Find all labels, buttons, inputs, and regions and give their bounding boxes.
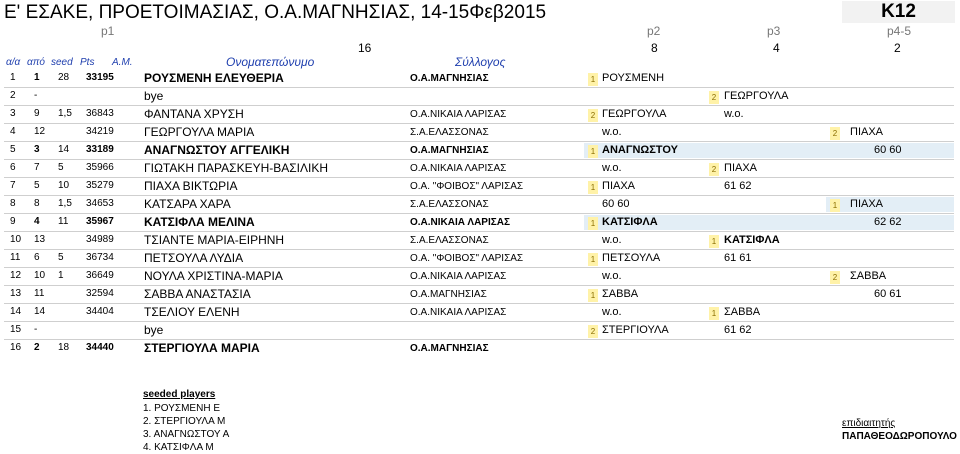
registration-number: 35966 — [86, 162, 114, 173]
from-number: 3 — [34, 144, 40, 155]
player-name: ΠΕΤΣΟΥΛΑ ΛΥΔΙΑ — [144, 251, 244, 265]
r2-badge: 2 — [588, 325, 598, 338]
table-row — [4, 232, 954, 250]
round2-entry: w.o. — [602, 234, 622, 246]
player-name: ΚΑΤΣΑΡΑ ΧΑΡΑ — [144, 197, 231, 211]
row-number: 3 — [10, 108, 16, 119]
table-row — [4, 286, 954, 304]
row-number: 7 — [10, 180, 16, 191]
player-name: ΠΙΑΧΑ ΒΙΚΤΩΡΙΑ — [144, 179, 238, 193]
row-number: 14 — [10, 306, 22, 317]
player-name: bye — [144, 323, 164, 337]
round2-entry: ΚΑΤΣΙΦΛΑ — [602, 216, 658, 228]
registration-number: 35279 — [86, 180, 114, 191]
r2-badge: 1 — [588, 253, 598, 266]
header-order: α/α — [6, 57, 21, 68]
round4-entry: 60 61 — [874, 288, 902, 300]
r2-badge: 1 — [588, 289, 598, 302]
table-row — [4, 196, 954, 214]
round2-entry: ΣΑΒΒΑ — [602, 288, 639, 300]
round2-entry: ΠΙΑΧΑ — [602, 180, 636, 192]
table-row — [4, 106, 954, 124]
seeded-title: seeded players — [143, 389, 216, 400]
round3-entry: ΓΕΩΡΓΟΥΛΑ — [724, 90, 789, 102]
club-name: Ο.Α.ΜΑΓΝΗΣΙΑΣ — [410, 289, 487, 300]
table-row — [4, 178, 954, 196]
registration-number: 34653 — [86, 198, 114, 209]
table-row — [4, 268, 954, 286]
table-row — [4, 250, 954, 268]
from-number: 1 — [34, 72, 40, 83]
registration-number: 33195 — [86, 72, 114, 83]
r3-badge: 2 — [709, 163, 719, 176]
round2-entry: ΑΝΑΓΝΩΣΤΟΥ — [602, 144, 678, 156]
player-name: ΓΕΩΡΓΟΥΛΑ ΜΑΡΙΑ — [144, 125, 255, 139]
from-number: 4 — [34, 216, 40, 227]
round2-entry: w.o. — [602, 270, 622, 282]
seed-value: 14 — [58, 144, 70, 155]
draw-size-p4: 2 — [894, 41, 901, 55]
referee-label: επιδιαιτητής — [842, 418, 896, 429]
round2-entry: ΣΤΕΡΓΙΟΥΛΑ — [602, 324, 669, 336]
round2-entry: w.o. — [602, 306, 622, 318]
table-row — [4, 340, 954, 357]
r4-badge: 1 — [830, 199, 840, 212]
draw-size-p1: 16 — [358, 41, 372, 55]
club-name: Σ.Α.ΕΛΑΣΣΟΝΑΣ — [410, 235, 489, 246]
header-from: από — [27, 57, 45, 68]
round3-entry: w.o. — [724, 108, 744, 120]
club-name: Ο.Α.ΜΑΓΝΗΣΙΑΣ — [410, 343, 489, 354]
player-name: ΚΑΤΣΙΦΛΑ ΜΕΛΙΝΑ — [144, 215, 255, 229]
round2-entry: w.o. — [602, 126, 622, 138]
registration-number: 32594 — [86, 288, 114, 299]
draw-size-p2: 8 — [651, 41, 658, 55]
seeded-item-2: 2. ΣΤΕΡΓΙΟΥΛΑ Μ — [143, 416, 226, 427]
registration-number: 36843 — [86, 108, 114, 119]
club-name: Ο.Α.ΜΑΓΝΗΣΙΑΣ — [410, 145, 489, 156]
row-number: 12 — [10, 270, 22, 281]
seed-value: 1,5 — [58, 198, 72, 209]
round3-entry: ΣΑΒΒΑ — [724, 306, 761, 318]
seed-value: 1,5 — [58, 108, 72, 119]
player-name: ΓΙΩΤΑΚΗ ΠΑΡΑΣΚΕΥΗ-ΒΑΣΙΛΙΚΗ — [144, 161, 329, 175]
player-name: ΤΣΕΛΙΟΥ ΕΛΕΝΗ — [144, 305, 240, 319]
from-number: 6 — [34, 252, 40, 263]
table-row — [4, 70, 954, 88]
row-number: 13 — [10, 288, 22, 299]
row-number: 11 — [10, 252, 21, 263]
row-number: 6 — [10, 162, 16, 173]
round3-entry: 61 61 — [724, 252, 752, 264]
table-row — [4, 160, 954, 178]
header-pts: Pts — [80, 57, 95, 68]
club-name: Ο.Α.ΝΙΚΑΙΑ ΛΑΡΙΣΑΣ — [410, 271, 507, 282]
registration-number: 35967 — [86, 216, 114, 227]
table-row — [4, 304, 954, 322]
club-name: Ο.Α.ΝΙΚΑΙΑ ΛΑΡΙΣΑΣ — [410, 163, 507, 174]
row-number: 4 — [10, 126, 16, 137]
club-name: Ο.Α.ΝΙΚΑΙΑ ΛΑΡΙΣΑΣ — [410, 307, 507, 318]
player-name: ΦΑΝΤΑΝΑ ΧΡΥΣΗ — [144, 107, 244, 121]
round-label-p3: p3 — [767, 24, 781, 38]
club-name: Ο.Α.ΝΙΚΑΙΑ ΛΑΡΙΣΑΣ — [410, 109, 507, 120]
player-name: ΑΝΑΓΝΩΣΤΟΥ ΑΓΓΕΛΙΚΗ — [144, 143, 290, 157]
referee-name: ΠΑΠΑΘΕΟΔΩΡΟΠΟΥΛΟ — [842, 431, 957, 442]
player-name: bye — [144, 89, 164, 103]
row-number: 10 — [10, 234, 22, 245]
r4-badge: 2 — [830, 271, 840, 284]
from-number: - — [34, 324, 38, 335]
row-number: 15 — [10, 324, 22, 335]
row-number: 5 — [10, 144, 16, 155]
table-row — [4, 322, 954, 340]
row-number: 2 — [10, 90, 16, 101]
club-name: Ο.Α. "ΦΟΙΒΟΣ" ΛΑΡΙΣΑΣ — [410, 181, 524, 192]
club-name: Σ.Α.ΕΛΑΣΣΟΝΑΣ — [410, 199, 489, 210]
r3-badge: 1 — [709, 235, 719, 248]
r2-badge: 1 — [588, 73, 598, 86]
club-name: Ο.Α.ΝΙΚΑΙΑ ΛΑΡΙΣΑΣ — [410, 217, 510, 228]
round-label-p4-5: p4-5 — [887, 24, 912, 38]
seed-value: 18 — [58, 342, 70, 353]
seed-value: 28 — [58, 72, 70, 83]
r3-badge: 1 — [709, 307, 719, 320]
club-name: Σ.Α.ΕΛΑΣΣΟΝΑΣ — [410, 127, 489, 138]
club-name: Ο.Α. "ΦΟΙΒΟΣ" ΛΑΡΙΣΑΣ — [410, 253, 524, 264]
round4-entry: 62 62 — [874, 216, 902, 228]
round2-entry: ΓΕΩΡΓΟΥΛΑ — [602, 108, 667, 120]
r2-badge: 1 — [588, 145, 598, 158]
from-number: 10 — [34, 270, 46, 281]
round2-entry: 60 60 — [602, 198, 630, 210]
round2-entry: w.o. — [602, 162, 622, 174]
seed-value: 10 — [58, 180, 70, 191]
r3-badge: 2 — [709, 91, 719, 104]
column-header-row — [0, 56, 960, 70]
from-number: 13 — [34, 234, 46, 245]
from-number: 14 — [34, 306, 46, 317]
from-number: 5 — [34, 180, 40, 191]
row-number: 8 — [10, 198, 16, 209]
registration-number: 36649 — [86, 270, 114, 281]
seed-value: 1 — [58, 270, 64, 281]
header-seed: seed — [51, 57, 73, 68]
player-name: ΤΣΙΑΝΤΕ ΜΑΡΙΑ-ΕΙΡΗΝΗ — [144, 233, 285, 247]
seed-value: 5 — [58, 252, 64, 263]
seed-value: 5 — [58, 162, 64, 173]
seed-value: 11 — [58, 216, 69, 227]
registration-number: 36734 — [86, 252, 114, 263]
round4-entry: ΠΙΑΧΑ — [850, 126, 884, 138]
round2-entry: ΡΟΥΣΜΕΝΗ — [602, 72, 665, 84]
from-number: 8 — [34, 198, 40, 209]
player-name: ΣΑΒΒΑ ΑΝΑΣΤΑΣΙΑ — [144, 287, 251, 301]
page-title: Ε' ΕΣΑΚΕ, ΠΡΟΕΤΟΙΜΑΣΙΑΣ, Ο.Α.ΜΑΓΝΗΣΙΑΣ, 14-15Φεβ2015 — [4, 2, 547, 23]
round-label-p2: p2 — [647, 24, 661, 38]
seeded-item-1: 1. ΡΟΥΣΜΕΝΗ Ε — [143, 403, 220, 414]
r2-badge: 2 — [588, 109, 598, 122]
from-number: 2 — [34, 342, 40, 353]
draw-table — [4, 70, 954, 357]
row-number: 16 — [10, 342, 22, 353]
round3-entry: ΚΑΤΣΙΦΛΑ — [724, 234, 780, 246]
registration-number: 34440 — [86, 342, 114, 353]
highlight-band — [826, 197, 954, 212]
registration-number: 34219 — [86, 126, 114, 137]
row-number: 9 — [10, 216, 16, 227]
table-row — [4, 124, 954, 142]
table-row — [4, 88, 954, 106]
header-am: Α.Μ. — [112, 57, 133, 68]
round2-entry: ΠΕΤΣΟΥΛΑ — [602, 252, 661, 264]
round3-entry: 61 62 — [724, 324, 752, 336]
club-name: Ο.Α.ΜΑΓΝΗΣΙΑΣ — [410, 73, 489, 84]
from-number: 9 — [34, 108, 40, 119]
seeded-item-4: 4. ΚΑΤΣΙΦΛΑ Μ — [143, 442, 214, 453]
r2-badge: 1 — [588, 217, 598, 230]
table-row — [4, 142, 954, 160]
player-name: ΝΟΥΛΑ ΧΡΙΣΤΙΝΑ-ΜΑΡΙΑ — [144, 269, 283, 283]
r2-badge: 1 — [588, 181, 598, 194]
row-number: 1 — [10, 72, 16, 83]
table-row — [4, 214, 954, 232]
round3-entry: 61 62 — [724, 180, 752, 192]
category-badge: Κ12 — [842, 1, 955, 23]
draw-size-p3: 4 — [773, 41, 780, 55]
from-number: 12 — [34, 126, 46, 137]
player-name: ΣΤΕΡΓΙΟΥΛΑ ΜΑΡΙΑ — [144, 341, 260, 355]
header-name: Ονοματεπώνυμο — [226, 55, 315, 69]
round3-entry: ΠΙΑΧΑ — [724, 162, 758, 174]
registration-number: 34989 — [86, 234, 114, 245]
round4-entry: ΣΑΒΒΑ — [850, 270, 887, 282]
round4-entry: 60 60 — [874, 144, 902, 156]
header-club: Σύλλογος — [455, 55, 506, 69]
from-number: 7 — [34, 162, 40, 173]
round-label-p1: p1 — [101, 24, 115, 38]
r4-badge: 2 — [830, 127, 840, 140]
player-name: ΡΟΥΣΜΕΝΗ ΕΛΕΥΘΕΡΙΑ — [144, 71, 284, 85]
round4-entry: ΠΙΑΧΑ — [850, 198, 884, 210]
from-number: - — [34, 90, 38, 101]
seeded-item-3: 3. ΑΝΑΓΝΩΣΤΟΥ Α — [143, 429, 230, 440]
registration-number: 34404 — [86, 306, 114, 317]
registration-number: 33189 — [86, 144, 114, 155]
from-number: 11 — [34, 288, 45, 299]
